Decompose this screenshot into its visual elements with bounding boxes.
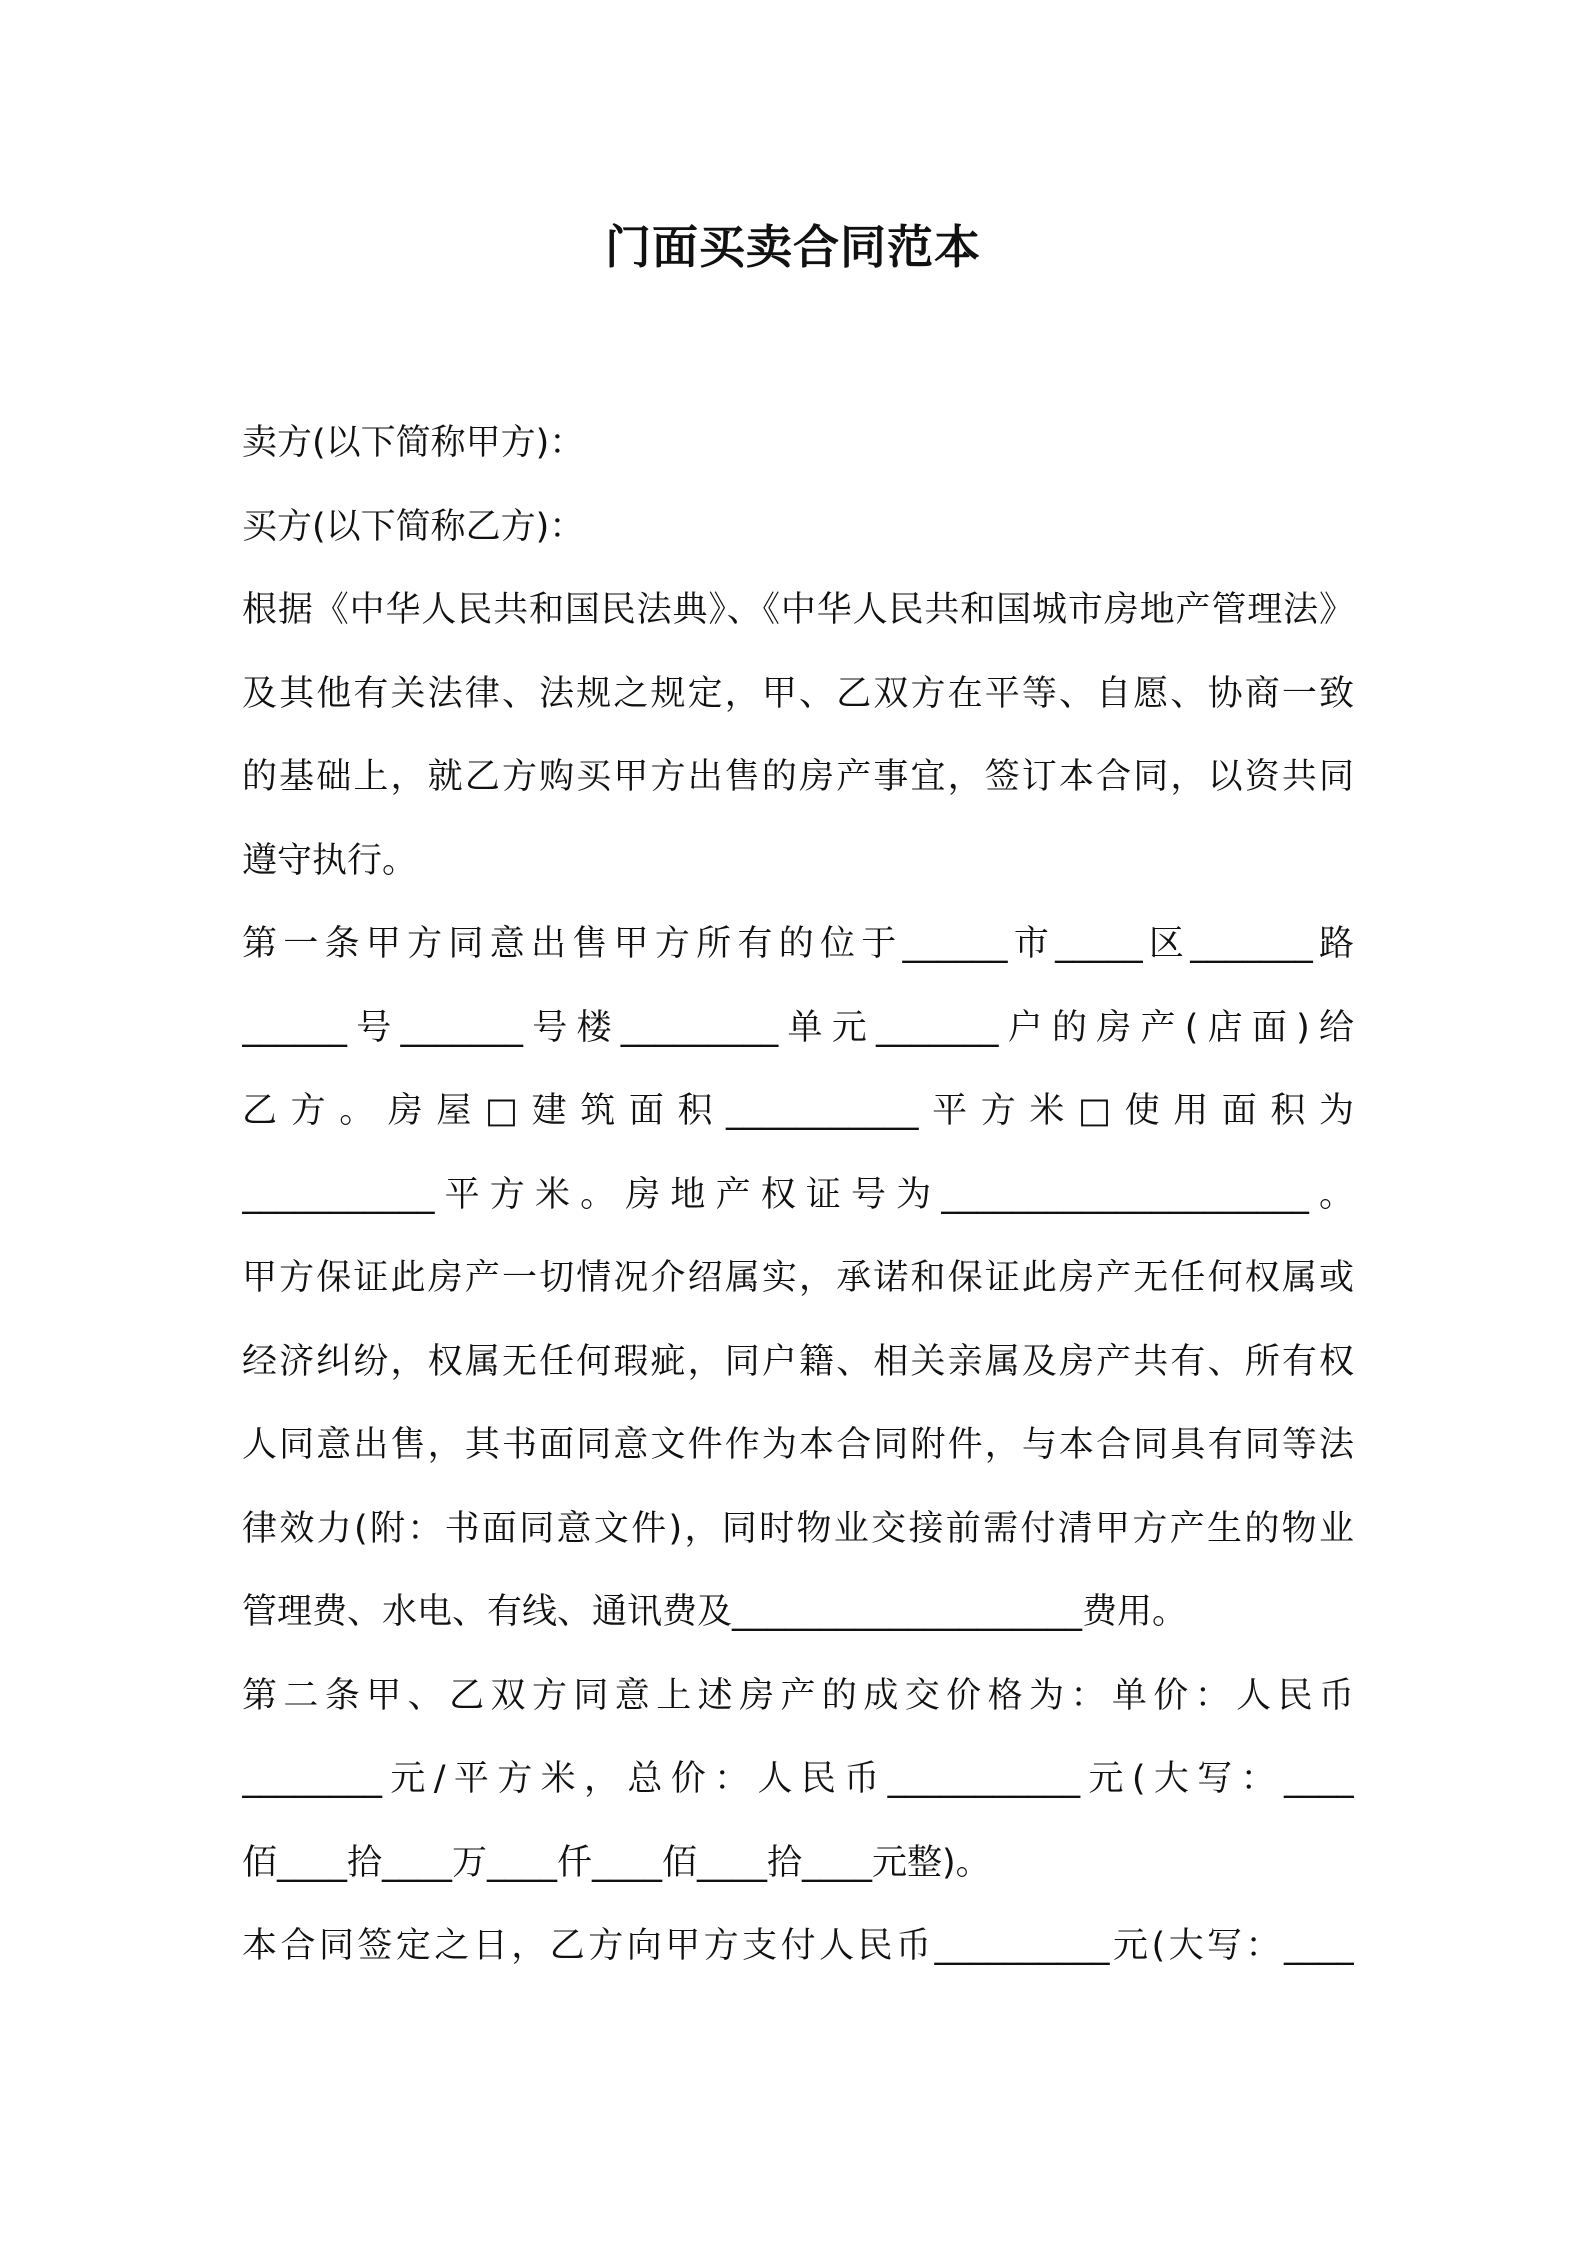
preamble-line: 的基础上，就乙方购买甲方出售的房产事宜，签订本合同，以资共同 [242,757,1354,797]
buyer-line: 买方(以下简称乙方)： [242,506,585,547]
guarantee-line: 管理费、水电、有线、通讯费及____________________费用。 [242,1592,1188,1632]
document-title: 门面买卖合同范本 [605,220,981,274]
guarantee-line: 人同意出售，其书面同意文件作为本合同附件，与本合同具有同等法 [242,1425,1354,1465]
article-2-line: 第二条甲、乙双方同意上述房产的成交价格为：单价：人民币 [242,1675,1354,1716]
article-2-line: ________元/平方米，总价：人民币___________元(大写：____ [242,1759,1354,1799]
preamble-line: 及其他有关法律、法规之规定，甲、乙双方在平等、自愿、协商一致 [242,673,1354,714]
seller-line: 卖方(以下简称甲方)： [242,423,585,463]
article-1-line: 乙方。房屋□建筑面积___________平方米□使用面积为 [242,1091,1354,1131]
guarantee-line: 律效力(附：书面同意文件)，同时物业交接前需付清甲方产生的物业 [242,1508,1354,1549]
preamble-line: 根据《中华人民共和国民法典》、《中华人民共和国城市房地产管理法》 [242,590,1354,630]
document-body [242,402,1354,1989]
preamble-line: 遵守执行。 [242,840,418,881]
article-1-line: ______号_______号楼_________单元_______户的房产(店面)给 [242,1007,1354,1048]
article-2-line: 佰____拾____万____仟____佰____拾____元整)。 [242,1842,991,1883]
article-1-line: ___________平方米。房地产权证号为_____________________。 [242,1174,1354,1215]
guarantee-line: 甲方保证此房产一切情况介绍属实，承诺和保证此房产无任何权属或 [242,1258,1354,1298]
article-1-line: 第一条甲方同意出售甲方所有的位于______市_____区_______路 [242,924,1354,964]
payment-line: 本合同签定之日，乙方向甲方支付人民币__________元(大写：____ [242,1926,1354,1966]
guarantee-line: 经济纠纷，权属无任何瑕疵，同户籍、相关亲属及房产共有、所有权 [242,1341,1354,1382]
